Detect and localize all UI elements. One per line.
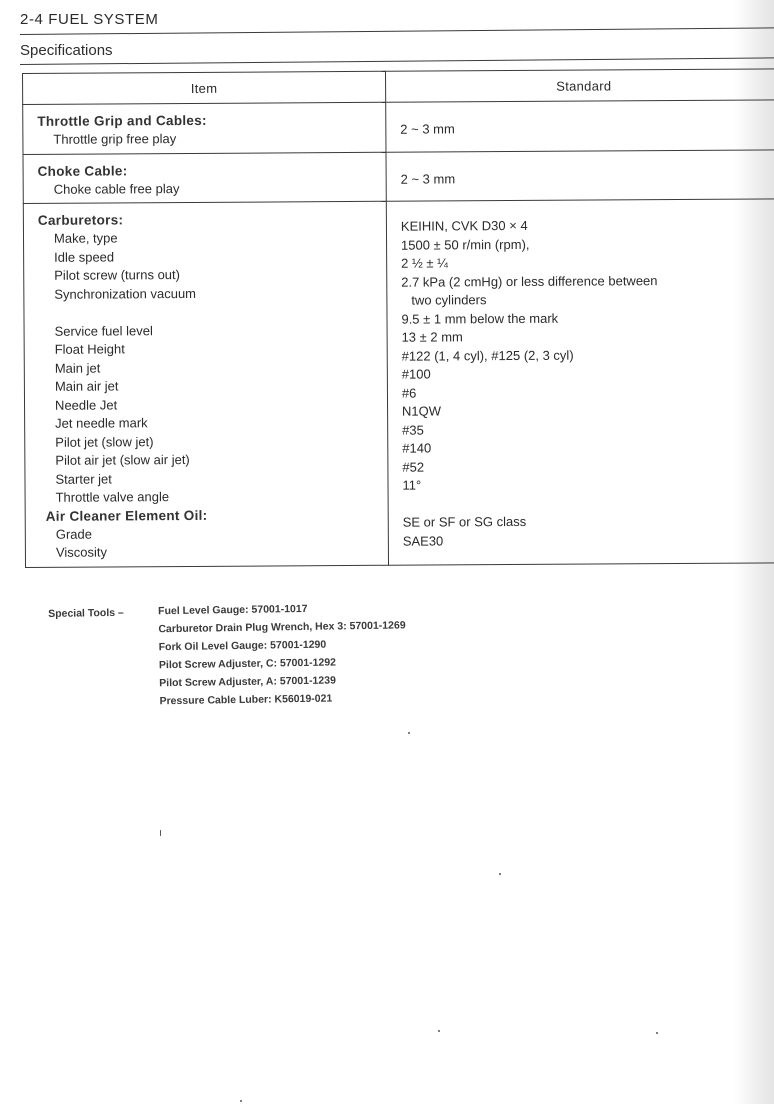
item-label: Throttle grip free play xyxy=(53,131,177,147)
scan-speck xyxy=(656,1032,658,1034)
item-label: Grade xyxy=(55,526,93,542)
special-tools-label: Special Tools – xyxy=(48,606,124,620)
section-rule xyxy=(20,27,774,35)
table-row-carburetors xyxy=(23,199,774,567)
standard-value: 2.7 kPa (2 cmHg) or less difference between xyxy=(401,272,658,290)
item-label: Pilot air jet (slow air jet) xyxy=(55,451,190,468)
standard-value: SE or SF or SG class xyxy=(402,513,527,530)
group-title: Air Cleaner Element Oil: xyxy=(45,507,208,524)
standard-value: KEIHIN, CVK D30 × 4 xyxy=(400,217,528,234)
standard-value-continued: two cylinders xyxy=(411,292,487,308)
standard-value: 13 ± 2 mm xyxy=(401,329,463,345)
item-label: Float Height xyxy=(54,341,125,357)
item-label: Pilot jet (slow jet) xyxy=(55,433,154,450)
table-row-throttle-grip xyxy=(23,100,774,154)
tool-item: Fork Oil Level Gauge: 57001-1290 xyxy=(158,638,327,654)
standard-value: #52 xyxy=(402,459,425,475)
group-title: Carburetors: xyxy=(37,212,124,228)
item-label: Throttle valve angle xyxy=(55,489,170,505)
spacer xyxy=(403,493,774,514)
standard-value: #122 (1, 4 cyl), #125 (2, 3 cyl) xyxy=(401,347,574,364)
group-title: Choke Cable: xyxy=(37,162,128,179)
item-label: Idle speed xyxy=(54,248,115,265)
subsection-title: Specifications xyxy=(20,42,113,59)
standard-cell xyxy=(386,100,774,152)
item-label: Starter jet xyxy=(55,470,112,487)
standard-value: #6 xyxy=(401,385,417,401)
column-header-standard: Standard xyxy=(385,69,774,102)
spacer xyxy=(38,302,386,323)
special-tools-list xyxy=(158,598,407,710)
item-label: Main air jet xyxy=(54,378,119,394)
item-label: Service fuel level xyxy=(54,322,153,339)
standard-value: 9.5 ± 1 mm below the mark xyxy=(401,310,559,327)
item-label: Jet needle mark xyxy=(55,415,148,431)
scan-speck xyxy=(499,873,501,875)
item-label: Main jet xyxy=(54,360,101,376)
subsection-rule xyxy=(20,57,774,65)
standard-value: #100 xyxy=(401,366,431,382)
standard-cell xyxy=(386,199,774,565)
standard-value: 11° xyxy=(402,477,422,493)
specifications-table xyxy=(22,68,774,567)
item-label: Make, type xyxy=(53,230,118,246)
scan-speck xyxy=(160,830,161,836)
item-cell xyxy=(23,102,386,154)
tool-item: Pilot Screw Adjuster, A: 57001-1239 xyxy=(159,674,336,690)
tool-item: Pressure Cable Luber: K56019-021 xyxy=(159,692,333,708)
standard-cell xyxy=(386,149,774,201)
standard-value: 2 ~ 3 mm xyxy=(400,170,456,187)
table-header-row xyxy=(23,69,774,105)
scan-speck xyxy=(438,1030,440,1032)
item-label: Needle Jet xyxy=(54,396,118,413)
tool-item: Carburetor Drain Plug Wrench, Hex 3: 57001-1269 xyxy=(158,619,406,636)
column-header-item: Item xyxy=(23,71,386,104)
standard-value: #35 xyxy=(402,422,424,438)
standard-value: SAE30 xyxy=(402,532,444,549)
standard-value: N1QW xyxy=(401,403,442,419)
item-label: Viscosity xyxy=(55,544,108,560)
standard-value: #140 xyxy=(402,440,432,456)
group-title: Throttle Grip and Cables: xyxy=(37,112,207,129)
scan-speck xyxy=(240,1100,242,1102)
section-title: 2-4 FUEL SYSTEM xyxy=(20,11,159,28)
standard-value: 2 ~ 3 mm xyxy=(400,121,455,137)
item-label: Choke cable free play xyxy=(53,180,180,197)
standard-value: 2 ½ ± ¼ xyxy=(401,255,449,271)
tool-item: Pilot Screw Adjuster, C: 57001-1292 xyxy=(158,656,337,672)
item-cell xyxy=(23,152,386,204)
table-row-choke-cable xyxy=(23,149,774,203)
item-label: Pilot screw (turns out) xyxy=(54,267,180,283)
scan-speck xyxy=(408,732,410,734)
item-label: Synchronization vacuum xyxy=(54,285,197,302)
tool-item: Fuel Level Gauge: 57001-1017 xyxy=(158,602,308,618)
standard-value: 1500 ± 50 r/min (rpm), xyxy=(400,236,530,253)
item-cell xyxy=(23,201,388,567)
